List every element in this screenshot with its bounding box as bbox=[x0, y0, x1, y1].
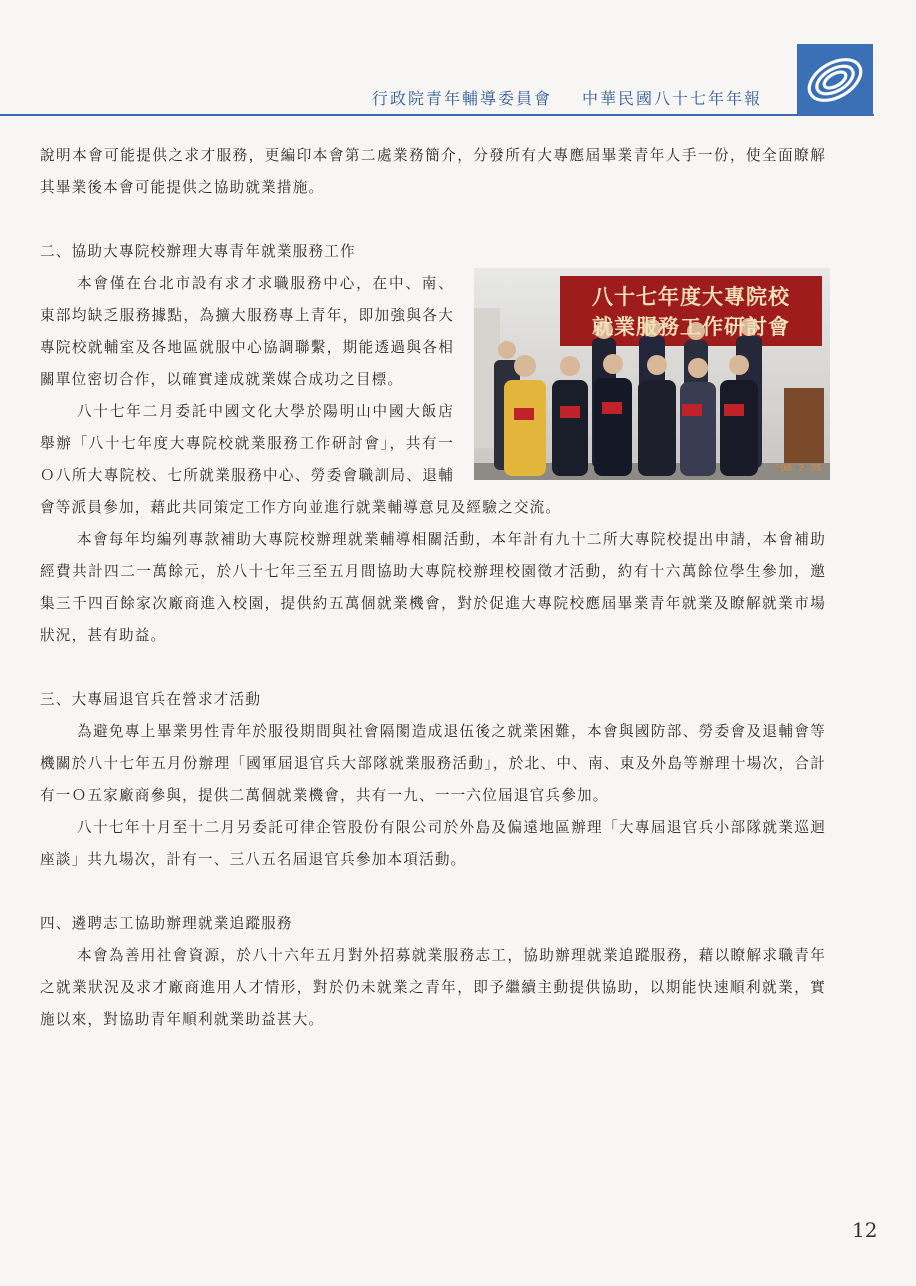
section-3-paragraph-2: 八十七年十月至十二月另委託可律企管股份有限公司於外島及偏遠地區辦理「大專屆退官兵小部隊就業巡迴座談」共九場次，計有一、三八五名屆退官兵參加本項活動。 bbox=[40, 819, 826, 868]
seminar-photo-image bbox=[474, 268, 830, 480]
section-2-paragraph-1: 本會僅在台北市設有求才求職服務中心，在中、南、東部均缺乏服務據點，為擴大服務專上青年，即加強與各大專院校就輔室及各地區就服中心協調聯繫，期能透過與各相關單位密切合作，以確實達成就業媒合成功之目標。 bbox=[40, 275, 454, 388]
header-rule bbox=[0, 114, 874, 116]
running-header bbox=[372, 86, 787, 109]
header-report: 中華民國八十七年年報 bbox=[582, 89, 763, 108]
section-4-heading: 四、遴聘志工協助辦理就業追蹤服務 bbox=[40, 915, 293, 932]
logo bbox=[797, 44, 873, 116]
header-org: 行政院青年輔導委員會 bbox=[372, 89, 553, 108]
section-3-paragraph-1: 為避免專上畢業男性青年於服役期間與社會隔閡造成退伍後之就業困難，本會與國防部、勞委會及退輔會等機關於八十七年五月份辦理「國軍屆退官兵大部隊就業服務活動」，於北、中、南、東及外島等辦理十場次，合計有一Ｏ五家廠商參與，提供二萬個就業機會，共有一九、一一六位屆退官兵參加。 bbox=[40, 723, 826, 804]
seminar-photo bbox=[474, 268, 830, 480]
section-3-heading: 三、大專屆退官兵在營求才活動 bbox=[40, 691, 262, 708]
photo-date-stamp: '98 2 25 bbox=[774, 463, 823, 474]
intro-paragraph: 說明本會可能提供之求才服務，更編印本會第二處業務簡介，分發所有大專應屆畢業青年人手一份，使全面瞭解其畢業後本會可能提供之協助就業措施。 bbox=[40, 147, 826, 196]
section-2-heading: 二、協助大專院校辦理大專青年就業服務工作 bbox=[40, 243, 356, 260]
logo-rings-icon bbox=[802, 54, 868, 106]
banner-line-1: 八十七年度大專院校 bbox=[592, 285, 790, 309]
section-2-paragraph-3: 本會每年均編列專款補助大專院校辦理就業輔導相關活動，本年計有九十二所大專院校提出申請，本會補助經費共計四二一萬餘元，於八十七年三至五月間協助大專院校辦理校園徵才活動，約有十六萬餘位學生參加，邀集三千四百餘家次廠商進入校園，提供約五萬個就業機會，對於促進大專院校應屆畢業青年就業及瞭解就業市場狀況，甚有助益。 bbox=[40, 531, 826, 644]
section-4-paragraph-1: 本會為善用社會資源，於八十六年五月對外招募就業服務志工，協助辦理就業追蹤服務，藉以瞭解求職青年之就業狀況及求才廠商進用人才情形，對於仍未就業之青年，即予繼續主動提供協助，以期能快速順利就業，實施以來，對協助青年順利就業助益甚大。 bbox=[40, 947, 826, 1028]
page-number: 12 bbox=[852, 1218, 878, 1242]
page-content bbox=[40, 140, 826, 1036]
banner-line-2: 就業服務工作研討會 bbox=[592, 315, 790, 339]
section-2-paragraph-2: 八十七年二月委託中國文化大學於陽明山中國大飯店舉辦「八十七年度大專院校就業服務工作研討會」，共有一Ｏ八所大專院校、七所就業服務中心、勞委會職訓局、退輔會等派員參加，藉此共同策定工作方向並進行就業輔導意見及經驗之交流。 bbox=[40, 403, 562, 516]
